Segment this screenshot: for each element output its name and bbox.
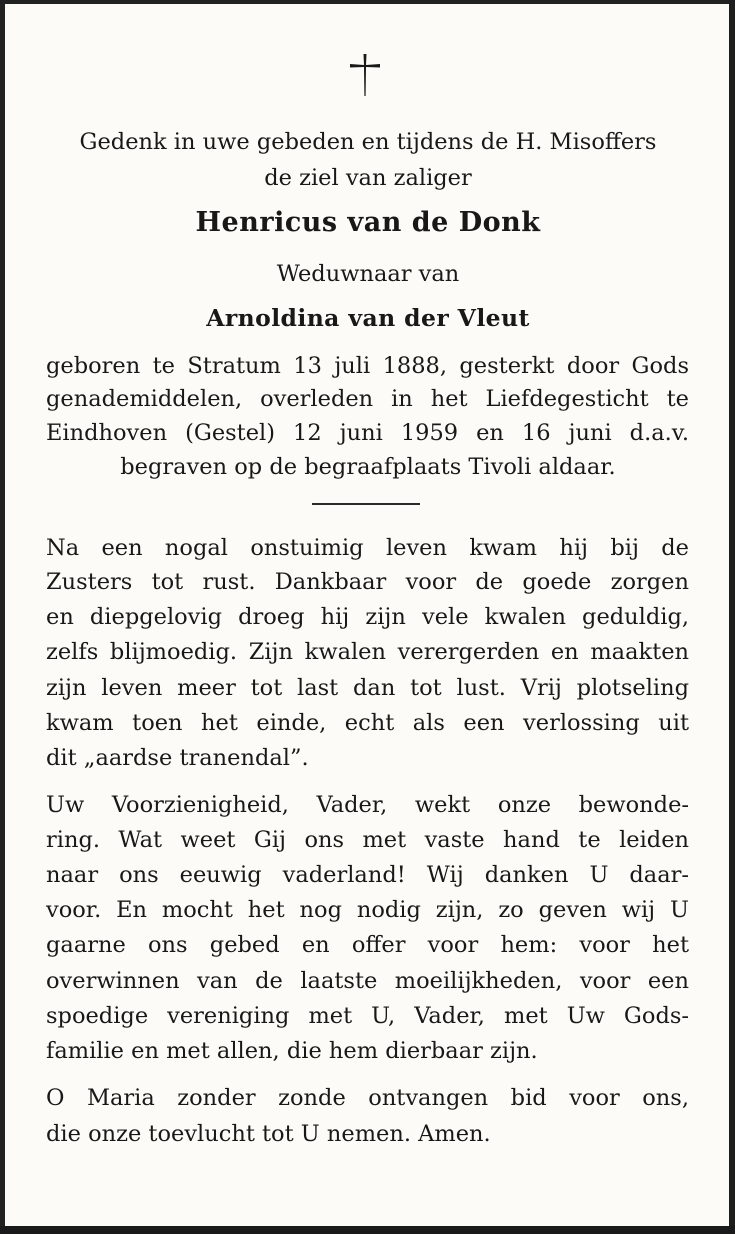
paragraph-2-line: ring. Wat weet Gij ons met vaste hand te leiden [46, 827, 689, 853]
prayer-line: die onze toevlucht tot U nemen. Amen. [46, 1121, 491, 1147]
paragraph-1-line: zelfs blijmoedig. Zijn kwalen verergerden en maakten [46, 639, 689, 665]
paragraph-2-line: voor. En mocht het nog nodig zijn, zo geven wij U [46, 897, 689, 923]
divider [312, 503, 420, 505]
paragraph-2-line: familie en met allen, die hem dierbaar zijn. [46, 1038, 538, 1064]
header-line-2: de ziel van zaliger [264, 165, 472, 191]
biography-line: Eindhoven (Gestel) 12 juni 1959 en 16 juni d.a.v. [46, 420, 689, 446]
paragraph-2-line: gaarne ons gebed en offer voor hem: voor het [46, 932, 689, 958]
deceased-name: Henricus van de Donk [195, 207, 541, 238]
latin-cross-icon [348, 52, 382, 98]
paragraph-2-line: overwinnen van de laatste moeilijkheden, voor een [46, 968, 689, 994]
paragraph-2-line: Uw Voorzienigheid, Vader, wekt onze bewonde- [46, 792, 689, 818]
header-line-1: Gedenk in uwe gebeden en tijdens de H. Misoffers [79, 129, 657, 155]
scan-edge-top [0, 0, 735, 4]
scan-edge-right [729, 0, 735, 1234]
spouse-name: Arnoldina van der Vleut [206, 304, 530, 332]
paragraph-1-line: Na een nogal onstuimig leven kwam hij bij de [46, 535, 689, 561]
prayer-line: O Maria zonder zonde ontvangen bid voor ons, [46, 1085, 689, 1111]
scan-edge-left [0, 0, 5, 1234]
relation-label: Weduwnaar van [276, 261, 460, 287]
paragraph-1-line: dit „aardse tranendal”. [46, 745, 309, 771]
biography-line: genademiddelen, overleden in het Liefdegesticht te [46, 386, 689, 412]
paragraph-2-line: naar ons eeuwig vaderland! Wij danken U daar- [46, 862, 689, 888]
biography-line: begraven op de begraafplaats Tivoli aldaar. [120, 454, 616, 480]
scan-edge-bottom [0, 1226, 735, 1234]
paragraph-1-line: kwam toen het einde, echt als een verlossing uit [46, 710, 689, 736]
paragraph-1-line: Zusters tot rust. Dankbaar voor de goede zorgen [46, 569, 689, 595]
paragraph-2-line: spoedige vereniging met U, Vader, met Uw Gods- [46, 1003, 689, 1029]
paragraph-1-line: en diepgelovig droeg hij zijn vele kwalen geduldig, [46, 604, 689, 630]
biography-line: geboren te Stratum 13 juli 1888, gesterkt door Gods [46, 353, 689, 379]
paragraph-1-line: zijn leven meer tot last dan tot lust. Vrij plotseling [46, 675, 689, 701]
